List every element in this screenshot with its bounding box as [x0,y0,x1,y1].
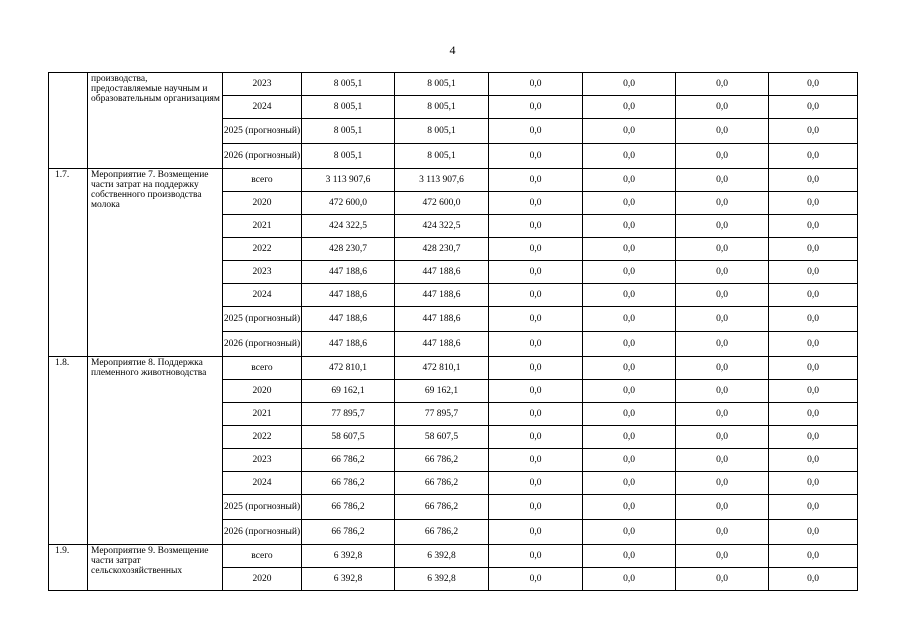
value-cell: 0,0 [676,495,769,520]
value-cell: 472 600,0 [302,192,395,215]
page-number: 4 [449,43,456,57]
value-cell: 0,0 [769,261,858,284]
value-cell: 447 188,6 [395,307,489,332]
value-cell: 66 786,2 [395,449,489,472]
value-cell: 447 188,6 [395,261,489,284]
value-cell: 0,0 [676,192,769,215]
year-cell: 2022 [223,426,302,449]
value-cell: 0,0 [583,403,676,426]
value-cell: 8 005,1 [302,73,395,96]
value-cell: 8 005,1 [395,119,489,144]
year-cell: 2020 [223,380,302,403]
value-cell: 0,0 [583,96,676,119]
budget-table [48,72,858,591]
year-cell: 2020 [223,568,302,591]
year-cell: 2025 (прогнозный) [223,495,302,520]
value-cell: 447 188,6 [302,261,395,284]
value-cell: 447 188,6 [395,332,489,357]
value-cell: 0,0 [583,545,676,568]
value-cell: 0,0 [676,261,769,284]
value-cell: 77 895,7 [302,403,395,426]
value-cell: 447 188,6 [302,332,395,357]
value-cell: 0,0 [583,495,676,520]
value-cell: 0,0 [583,380,676,403]
value-cell: 447 188,6 [302,307,395,332]
value-cell: 0,0 [583,215,676,238]
value-cell: 447 188,6 [395,284,489,307]
value-cell: 0,0 [676,568,769,591]
value-cell: 0,0 [769,472,858,495]
value-cell: 0,0 [769,380,858,403]
year-cell: всего [223,545,302,568]
value-cell: 0,0 [583,284,676,307]
value-cell: 0,0 [769,144,858,169]
year-cell: 2024 [223,284,302,307]
value-cell: 77 895,7 [395,403,489,426]
value-cell: 0,0 [583,169,676,192]
value-cell: 69 162,1 [302,380,395,403]
value-cell: 0,0 [583,568,676,591]
item-name: производства, предоставляемые научным и образовательным организациям [88,73,223,169]
item-name: Мероприятие 9. Возмещение части затрат сельскохозяйственных [88,545,223,591]
value-cell: 0,0 [489,495,583,520]
value-cell: 0,0 [769,96,858,119]
value-cell: 6 392,8 [302,545,395,568]
value-cell: 0,0 [583,357,676,380]
value-cell: 0,0 [489,119,583,144]
value-cell: 8 005,1 [302,144,395,169]
value-cell: 0,0 [489,520,583,545]
value-cell: 0,0 [676,472,769,495]
value-cell: 66 786,2 [302,520,395,545]
value-cell: 0,0 [676,169,769,192]
value-cell: 0,0 [769,169,858,192]
value-cell: 0,0 [489,357,583,380]
value-cell: 0,0 [489,332,583,357]
value-cell: 6 392,8 [302,568,395,591]
year-cell: 2022 [223,238,302,261]
table-row [49,357,858,380]
value-cell: 0,0 [769,403,858,426]
value-cell: 472 600,0 [395,192,489,215]
value-cell: 428 230,7 [302,238,395,261]
value-cell: 0,0 [489,545,583,568]
value-cell: 66 786,2 [395,520,489,545]
value-cell: 0,0 [583,119,676,144]
year-cell: всего [223,169,302,192]
year-cell: 2026 (прогнозный) [223,520,302,545]
value-cell: 0,0 [676,238,769,261]
value-cell: 0,0 [769,449,858,472]
value-cell: 0,0 [769,284,858,307]
table-row [49,73,858,96]
value-cell: 0,0 [676,73,769,96]
value-cell: 66 786,2 [302,472,395,495]
value-cell: 0,0 [676,520,769,545]
value-cell: 0,0 [676,144,769,169]
value-cell: 58 607,5 [395,426,489,449]
value-cell: 8 005,1 [302,119,395,144]
year-cell: 2023 [223,449,302,472]
value-cell: 0,0 [489,144,583,169]
value-cell: 0,0 [769,568,858,591]
year-cell: 2026 (прогнозный) [223,332,302,357]
value-cell: 0,0 [676,215,769,238]
year-cell: 2023 [223,73,302,96]
value-cell: 0,0 [676,96,769,119]
item-name: Мероприятие 8. Поддержка племенного животноводства [88,357,223,545]
table-row [49,545,858,568]
value-cell: 0,0 [583,144,676,169]
item-number: 1.8. [49,357,88,545]
value-cell: 0,0 [583,307,676,332]
year-cell: 2023 [223,261,302,284]
value-cell: 0,0 [769,520,858,545]
value-cell: 428 230,7 [395,238,489,261]
value-cell: 0,0 [489,284,583,307]
value-cell: 8 005,1 [395,144,489,169]
value-cell: 0,0 [676,545,769,568]
table-row [49,169,858,192]
value-cell: 0,0 [676,119,769,144]
year-cell: 2021 [223,215,302,238]
value-cell: 0,0 [489,169,583,192]
value-cell: 66 786,2 [395,495,489,520]
value-cell: 66 786,2 [302,449,395,472]
value-cell: 0,0 [489,215,583,238]
value-cell: 447 188,6 [302,284,395,307]
value-cell: 0,0 [489,472,583,495]
value-cell: 0,0 [583,73,676,96]
year-cell: 2025 (прогнозный) [223,119,302,144]
item-number: 1.9. [49,545,88,591]
item-name: Мероприятие 7. Возмещение части затрат на поддержку собственного производства молока [88,169,223,357]
value-cell: 0,0 [769,307,858,332]
value-cell: 66 786,2 [302,495,395,520]
value-cell: 0,0 [583,472,676,495]
value-cell: 0,0 [676,449,769,472]
value-cell: 424 322,5 [302,215,395,238]
year-cell: 2024 [223,96,302,119]
value-cell: 8 005,1 [395,96,489,119]
item-number [49,73,88,169]
value-cell: 0,0 [489,261,583,284]
value-cell: 0,0 [769,545,858,568]
year-cell: 2020 [223,192,302,215]
value-cell: 3 113 907,6 [302,169,395,192]
value-cell: 0,0 [489,403,583,426]
value-cell: 0,0 [769,119,858,144]
value-cell: 424 322,5 [395,215,489,238]
value-cell: 0,0 [676,403,769,426]
value-cell: 0,0 [583,426,676,449]
value-cell: 0,0 [769,192,858,215]
value-cell: 0,0 [489,568,583,591]
value-cell: 0,0 [583,261,676,284]
year-cell: 2024 [223,472,302,495]
value-cell: 0,0 [489,307,583,332]
value-cell: 0,0 [769,73,858,96]
value-cell: 0,0 [769,357,858,380]
value-cell: 6 392,8 [395,545,489,568]
value-cell: 8 005,1 [302,96,395,119]
value-cell: 0,0 [583,238,676,261]
value-cell: 0,0 [676,426,769,449]
table-body [49,73,858,591]
year-cell: 2025 (прогнозный) [223,307,302,332]
year-cell: 2021 [223,403,302,426]
item-number: 1.7. [49,169,88,357]
value-cell: 69 162,1 [395,380,489,403]
value-cell: 0,0 [489,426,583,449]
value-cell: 0,0 [769,332,858,357]
value-cell: 472 810,1 [395,357,489,380]
value-cell: 0,0 [583,332,676,357]
value-cell: 0,0 [769,495,858,520]
value-cell: 8 005,1 [395,73,489,96]
value-cell: 0,0 [583,520,676,545]
value-cell: 0,0 [676,380,769,403]
value-cell: 0,0 [583,449,676,472]
value-cell: 3 113 907,6 [395,169,489,192]
year-cell: 2026 (прогнозный) [223,144,302,169]
value-cell: 0,0 [489,238,583,261]
value-cell: 0,0 [676,284,769,307]
value-cell: 0,0 [489,73,583,96]
value-cell: 0,0 [583,192,676,215]
value-cell: 0,0 [489,192,583,215]
value-cell: 0,0 [769,215,858,238]
year-cell: всего [223,357,302,380]
value-cell: 0,0 [489,449,583,472]
value-cell: 472 810,1 [302,357,395,380]
value-cell: 58 607,5 [302,426,395,449]
value-cell: 0,0 [676,357,769,380]
value-cell: 6 392,8 [395,568,489,591]
value-cell: 0,0 [489,96,583,119]
value-cell: 0,0 [489,380,583,403]
value-cell: 0,0 [769,238,858,261]
value-cell: 0,0 [676,307,769,332]
value-cell: 0,0 [676,332,769,357]
value-cell: 0,0 [769,426,858,449]
value-cell: 66 786,2 [395,472,489,495]
